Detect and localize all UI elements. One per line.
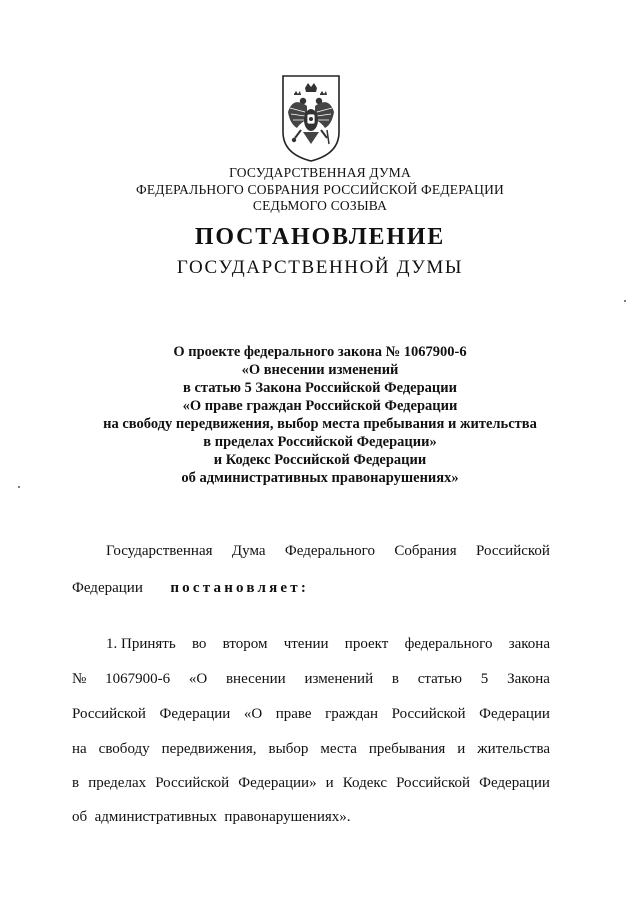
word: федерального [404, 636, 493, 652]
word: Российской [155, 775, 230, 791]
item1-line-3 [72, 706, 550, 723]
intro-line-2-start: Федерации [72, 580, 143, 596]
subject-line-2: «О внесении изменений [241, 362, 399, 378]
word: Закона [507, 671, 550, 687]
word: изменений [304, 671, 374, 687]
coat-of-arms-icon [279, 72, 343, 164]
item1-line-1 [106, 636, 550, 653]
subject-line-1: О проекте федерального закона № 1067900-6 [173, 344, 467, 360]
decree-verb: постановляет: [170, 580, 310, 596]
word: жительства [477, 741, 550, 757]
word: 1067900-6 [105, 671, 171, 687]
subject-line-8: об административных правонарушениях» [181, 470, 459, 486]
word: места [320, 741, 357, 757]
word: передвижения, [161, 741, 257, 757]
word: «О [243, 706, 263, 722]
document-title: ПОСТАНОВЛЕНИЕ [194, 224, 446, 250]
item1-line-2 [72, 671, 550, 688]
word: праве [275, 706, 312, 722]
intro-line-2 [72, 580, 309, 597]
scan-speck [624, 300, 626, 302]
word: Кодекс [342, 775, 387, 791]
scan-speck [18, 486, 20, 488]
org-line-1: ГОСУДАРСТВЕННАЯ ДУМА [229, 165, 411, 180]
word: выбор [268, 741, 309, 757]
word: 1. Принять [106, 636, 176, 652]
word: Российской [391, 706, 466, 722]
word: пределах [88, 775, 147, 791]
word: Государственная [106, 543, 213, 559]
word: Российской [396, 775, 471, 791]
word: свободу [98, 741, 150, 757]
word: № [72, 671, 87, 687]
word: пребывания [368, 741, 446, 757]
word: статью [417, 671, 463, 687]
subject-line-4: «О праве граждан Российской Федерации [182, 398, 458, 414]
word: проект [344, 636, 389, 652]
document-subtitle: ГОСУДАРСТВЕННОЙ ДУМЫ [176, 257, 464, 278]
word: в [72, 775, 80, 791]
word: Российской [72, 706, 146, 722]
word: втором [222, 636, 268, 652]
word: Федерации [479, 775, 550, 791]
word: во [191, 636, 207, 652]
org-line-2: ФЕДЕРАЛЬНОГО СОБРАНИЯ РОССИЙСКОЙ ФЕДЕРАЦИИ [136, 182, 504, 197]
word: на [72, 741, 87, 757]
word: Федерации [479, 706, 550, 722]
item1-line-5 [72, 775, 550, 792]
word: в [391, 671, 399, 687]
word: граждан [325, 706, 379, 722]
word: закона [508, 636, 550, 652]
word: внесении [225, 671, 286, 687]
item1-line-6: об административных правонарушениях». [72, 809, 351, 825]
word: чтении [283, 636, 329, 652]
word: Федерации [159, 706, 231, 722]
intro-line-1 [106, 543, 550, 560]
subject-line-5: на свободу передвижения, выбор места пребывания и жительства [103, 416, 537, 432]
item1-line-4 [72, 741, 550, 758]
word: и [457, 741, 466, 757]
word: 5 [480, 671, 489, 687]
word: «О [188, 671, 208, 687]
word: Российской [476, 543, 550, 559]
word: Федерального [284, 543, 375, 559]
word: Собрания [394, 543, 457, 559]
org-line-3: СЕДЬМОГО СОЗЫВА [252, 198, 388, 213]
word: Дума [231, 543, 266, 559]
subject-line-6: в пределах Российской Федерации» [203, 434, 437, 450]
subject-line-7: и Кодекс Российской Федерации [213, 452, 427, 468]
word: и [325, 775, 334, 791]
subject-line-3: в статью 5 Закона Российской Федерации [183, 380, 457, 396]
word: Федерации» [238, 775, 317, 791]
